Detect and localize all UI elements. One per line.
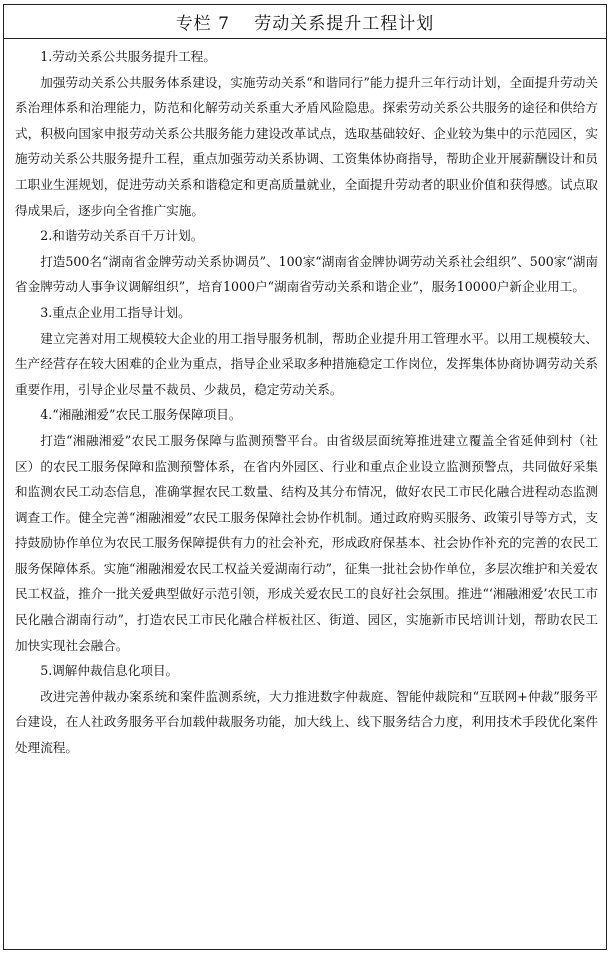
section-heading: 3.重点企业用工指导计划。 — [40, 304, 191, 320]
section-paragraph: 建立完善对用工规模较大企业的用工指导服务机制，帮助企业提升用工管理水平。以用工规模较大、生产经营存在较大困难的企业为重点，指导企业采取多种措施稳定工作岗位，发挥集体协商协调劳动关系重要作用，引导企业尽量不裁员、少裁员，稳定劳动关系。 — [15, 330, 598, 397]
column-box — [3, 4, 607, 950]
section-heading: 2.和谐劳动关系百千万计划。 — [40, 228, 204, 244]
section-paragraph: 改进完善仲裁办案系统和案件监测系统，大力推进数字仲裁庭、智能仲裁院和“互联网+仲裁”服务平台建设，在人社政务服务平台加载仲裁服务功能，加大线上、线下服务结合力度，利用技术手段优化案件处理流程。 — [15, 688, 598, 756]
section-paragraph: 加强劳动关系公共服务体系建设，实施劳动关系“和谐同行”能力提升三年行动计划，全面提升劳动关系治理体系和治理能力，防范和化解劳动关系重大矛盾风险隐患。探索劳动关系公共服务的途径和供给方式，积极向国家申报劳动关系公共服务能力建设改革试点，选取基础较好、企业较为集中的示范园区，实施劳动关系公共服务提升工程，重点加强劳动关系协调、工资集体协商指导，帮助企业开展薪酬设计和员工职业生涯规划，促进劳动关系和谐稳定和更高质量就业，全面提升劳动者的职业价值和获得感。试点取得成果后，逐步向全省推广实施。 — [15, 74, 598, 218]
page-title: 专栏 7 劳动关系提升工程计划 — [175, 14, 435, 34]
title-row — [4, 5, 606, 39]
section-heading: 5.调解仲裁信息化项目。 — [40, 663, 179, 679]
section-heading: 4.“湘融湘爱”农民工服务保障项目。 — [40, 407, 242, 423]
section-paragraph: 打造500名“湖南省金牌劳动关系协调员”、100家“湖南省金牌协调劳动关系社会组织”、500家“湖南省金牌劳动人事争议调解组织”，培育1000户“湖南省劳动关系和谐企业”，服务10000户新企业用工。 — [15, 253, 598, 295]
section-heading: 1.劳动关系公共服务提升工程。 — [40, 49, 216, 64]
section-paragraph: 打造“湘融湘爱”农民工服务保障与监测预警平台。由省级层面统筹推进建立覆盖全省延伸到村（社区）的农民工服务保障和监测预警体系，在省内外园区、行业和重点企业设立监测预警点，共同做好采集和监测农民工动态信息，准确掌握农民工数量、结构及其分布情况，做好农民工市民化融合进程动态监测调查工作。健全完善“湘融湘爱”农民工服务保障社会协作机制。通过政府购买服务、政策引导等方式，支持鼓励协作单位为农民工服务保障提供有力的社会补充，形成政府保基本、社会协作补充的完善的农民工服务保障体系。实施“湘融湘爱农民工权益关爱湖南行动”，征集一批社会协作单位，多层次维护和关爱农民工权益，推介一批关爱典型做好示范引领，形成关爱农民工的良好社会氛围。推进“‘湘融湘爱’农民工市民化融合湖南行动”，打造农民工市民化融合样板社区、街道、园区，实施新市民培训计划，帮助农民工加快实现社会融合。 — [15, 432, 598, 653]
content-body — [4, 39, 606, 761]
